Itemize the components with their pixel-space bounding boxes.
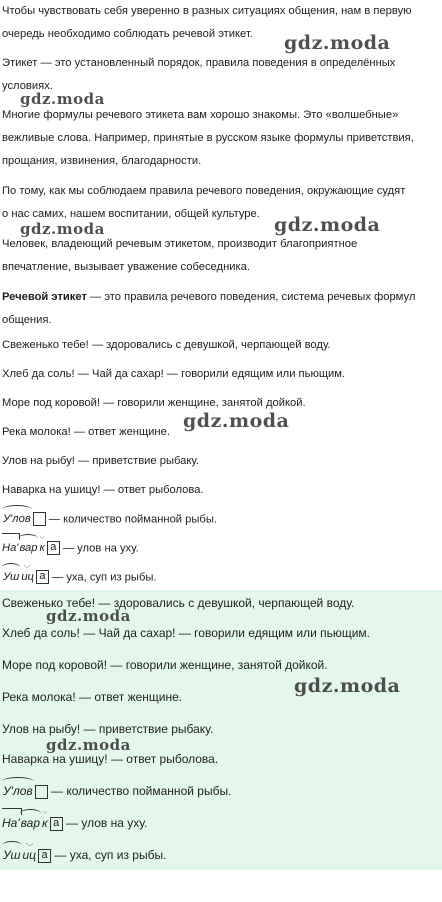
morpheme-word: Уш иц а	[2, 566, 49, 589]
task-line: Море под коровой! — говорили женщине, занятой дойкой.	[2, 397, 306, 409]
answer-morpheme-line	[2, 812, 147, 835]
ending-box: а	[36, 570, 49, 584]
watermark: gdz.moda	[46, 736, 131, 754]
theory-line: условиях.	[2, 80, 53, 92]
task-line: Свеженько тебе! — здоровались с девушкой, черпающей воду.	[2, 339, 331, 351]
morpheme-word: Уш иц а	[2, 844, 51, 867]
theory-line: очередь необходимо соблюдать речевой этикет.	[2, 28, 253, 40]
watermark: gdz.moda	[284, 32, 391, 54]
watermark: gdz.moda	[20, 220, 105, 238]
theory-line: о нас самих, нашем воспитании, общей культуре.	[2, 208, 260, 220]
answer-morpheme-line	[2, 780, 231, 803]
morpheme-gloss: — уха, суп из рыбы.	[48, 571, 157, 584]
morpheme-gloss: — уха, суп из рыбы.	[51, 848, 167, 862]
morpheme-word: У'лов	[2, 508, 46, 531]
theory-line: Человек, владеющий речевым этикетом, производит благоприятное	[2, 238, 358, 250]
watermark: gdz.moda	[274, 214, 381, 236]
theory-line: прощания, извинения, благодарности.	[2, 155, 202, 167]
theory-line: Этикет — это установленный порядок, правила поведения в определённых	[2, 57, 396, 69]
morpheme-gloss: — количество пойманной рыбы.	[47, 784, 232, 798]
morpheme-gloss: — количество пойманной рыбы.	[45, 513, 217, 526]
definition-term: Речевой этикет	[2, 291, 87, 303]
answer-morpheme-line	[2, 844, 166, 867]
watermark: gdz.moda	[46, 607, 131, 625]
morpheme-word: На'вар к а	[2, 537, 60, 560]
morpheme-gloss: — улов на уху.	[62, 816, 148, 830]
zero-ending-box	[35, 785, 48, 799]
morpheme-word: У'лов	[2, 780, 48, 803]
answer-line: Река молока! — ответ женщине.	[2, 690, 183, 704]
theory-line: впечатление, вызывает уважение собеседника.	[2, 261, 250, 273]
morpheme-line	[2, 537, 139, 560]
theory-line: Чтобы чувствовать себя уверенно в разных ситуациях общения, нам в первую	[2, 5, 412, 17]
task-line: Река молока! — ответ женщине.	[2, 426, 170, 438]
task-line: Улов на рыбу! — приветствие рыбаку.	[2, 455, 199, 467]
task-line: Наварка на ушицу! — ответ рыболова.	[2, 484, 204, 496]
morpheme-line	[2, 566, 157, 589]
theory-line: Многие формулы речевого этикета вам хорошо знакомы. Это «волшебные»	[2, 109, 399, 121]
task-line: Хлеб да соль! — Чай да сахар! — говорили едящим или пьющим.	[2, 368, 346, 380]
definition-line	[2, 286, 415, 309]
morpheme-line	[2, 508, 217, 531]
answer-line: Море под коровой! — говорили женщине, занятой дойкой.	[2, 658, 328, 672]
theory-line: общения.	[2, 314, 52, 326]
watermark: gdz.moda	[183, 410, 290, 432]
ending-box: а	[50, 817, 63, 831]
watermark: gdz.moda	[20, 90, 105, 108]
zero-ending-box	[33, 512, 46, 526]
theory-line: По тому, как мы соблюдаем правила речевого поведения, окружающие судят	[2, 185, 406, 197]
definition-text: — это правила речевого поведения, система речевых формул	[86, 291, 416, 303]
answer-line: Улов на рыбу! — приветствие рыбаку.	[2, 722, 214, 736]
answer-line: Свеженько тебе! — здоровались с девушкой, черпающей воду.	[2, 596, 355, 610]
theory-line: вежливые слова. Например, принятые в русском языке формулы приветствия,	[2, 132, 414, 144]
morpheme-gloss: — улов на уху.	[59, 542, 139, 555]
morpheme-word: На'вар к а	[2, 812, 63, 835]
answer-line: Хлеб да соль! — Чай да сахар! — говорили едящим или пьющим.	[2, 626, 371, 640]
watermark: gdz.moda	[294, 675, 401, 697]
ending-box: а	[38, 849, 51, 863]
answer-line: Наварка на ушицу! — ответ рыболова.	[2, 752, 219, 766]
ending-box: а	[47, 541, 60, 555]
